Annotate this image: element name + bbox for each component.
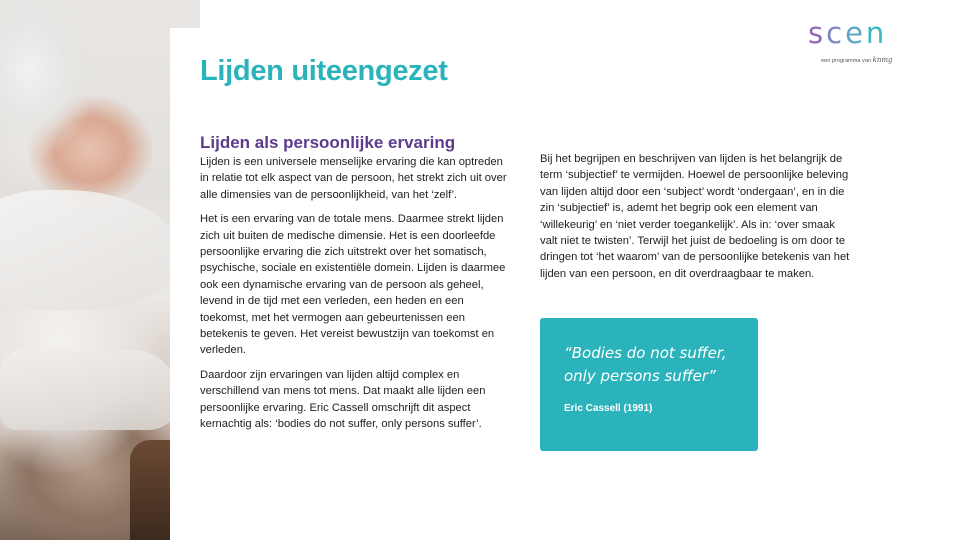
logo-letter-e: e (845, 16, 866, 50)
logo-letter-c: c (826, 16, 846, 50)
page-title: Lijden uiteengezet (200, 55, 448, 87)
quote-card (540, 318, 758, 451)
logo-subtitle (821, 56, 893, 64)
knmg-logo: knmg (872, 56, 893, 64)
photo-arm (0, 350, 180, 430)
paragraph-intro: Lijden is een universele menselijke ervaring die kan optreden in relatie tot elk aspect van de persoon, het strekt zich uit over alle dimensies van de persoonlijkheid, van het ‘zelf’. (200, 156, 507, 201)
paragraph-subjective: Bij het begrijpen en beschrijven van lijden is het belangrijk de term ‘subjectief’ te vermijden. Hoewel de persoonlijke beleving van lijden altijd door een ‘subject’ wordt ‘ondergaan’, en in die zin ‘subjectief’ is, ademt het begrip ook een element van ‘willekeurig’ en ‘niet verder toegankelijk’. Als in: ‘over smaak valt niet te twisten’. Terwijl het juist de bedoeling is om door te dringen tot ‘het waarom’ van de persoonlijke betekenis van het lijden van een persoon, en dit overdraagbaar te maken. (540, 153, 850, 280)
paragraph-total-person: Het is een ervaring van de totale mens. Daarmee strekt lijden zich uit buiten de medische dimensie. Het is een doorleefde persoonlijke ervaring die zich uitstrekt over het somatisch, psychische, sociale en existentiële domein. Lijden is daarmee ook een dynamische ervaring van de persoon als geheel, levend in de tijd met een verleden, een heden en een toekomst, met het vermogen aan gebeurtenissen een betekenis te geven. Het vereist bewustzijn van toekomst en verleden. (200, 213, 506, 357)
logo-subtitle-text: een programma van (821, 58, 872, 64)
left-column (200, 154, 510, 441)
section-title: Lijden als persoonlijke ervaring (200, 133, 456, 152)
right-column (540, 151, 852, 282)
scen-logo (808, 16, 908, 68)
logo-letter-s: s (808, 16, 827, 50)
logo-letter-n: n (865, 16, 888, 50)
quote-author: Eric Cassell (1991) (564, 403, 653, 414)
logo-wordmark (808, 16, 887, 50)
quote-text: “Bodies do not suffer, only persons suffer” (564, 344, 727, 385)
paragraph-complexity: Daardoor zijn ervaringen van lijden altijd complex en verschillend van mens tot mens. Dat maakt alle lijden een persoonlijke ervaring. Eric Cassell omschrijft dit aspect kernachtig als: ‘bodies do not suffer, only persons suffer’. (200, 368, 486, 431)
photo-pillow (0, 190, 180, 310)
